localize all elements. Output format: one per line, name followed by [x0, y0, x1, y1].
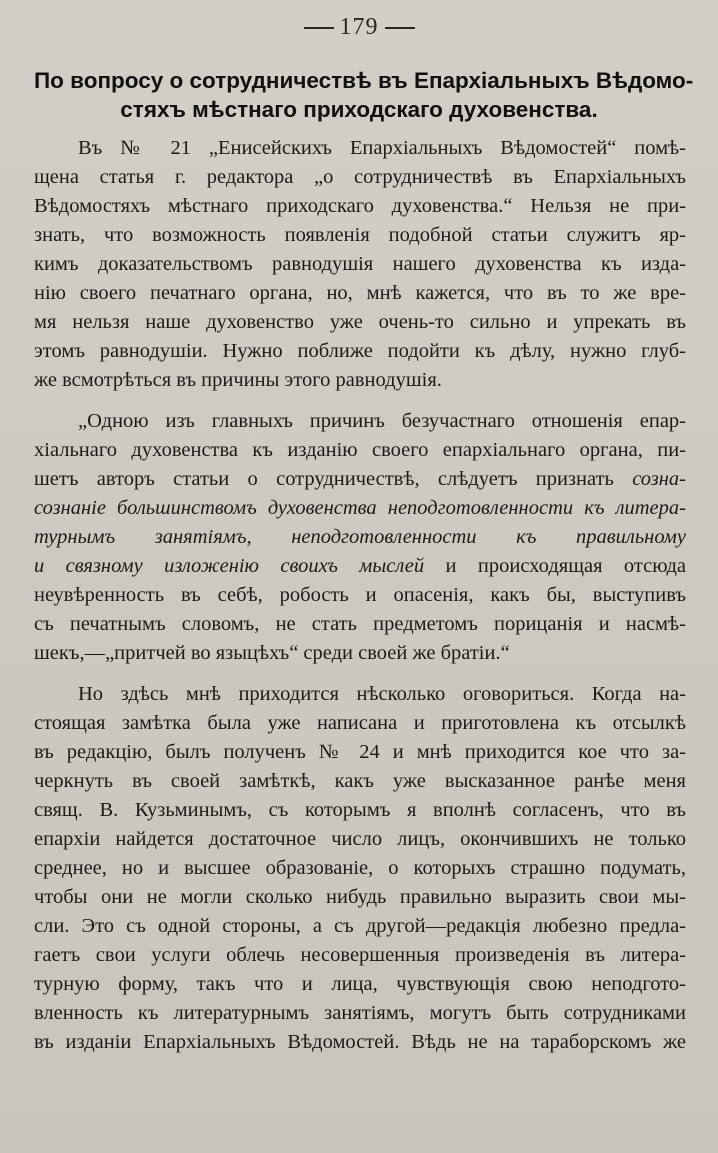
p2-line-6-text: и происходящая отсюда	[424, 555, 687, 577]
p2-line-8: съ печатнымъ словомъ, не стать предметомъ порицанія и насмѣ-	[34, 613, 686, 635]
p3-line-9: сли. Это съ одной стороны, а съ другой—редакція любезно предла-	[34, 915, 686, 937]
p2-line-6-italic: и связному изложенію своихъ мыслей	[34, 555, 425, 577]
p3-line-7: среднее, но и высшее образованіе, о которыхъ страшно подумать,	[34, 857, 686, 879]
left-dash	[304, 27, 334, 29]
p2-line-7: неувѣренность въ себѣ, робость и опасенія, какъ бы, выступивъ	[34, 584, 686, 606]
p3-line-6: епархіи найдется достаточное число лицъ, окончившихъ не только	[34, 828, 686, 850]
p1-line-5: кимъ доказательствомъ равнодушія нашего духовенства къ изда-	[34, 253, 686, 275]
p2-line-9: шекъ,—„притчей во языцѣхъ“ среди своей же братіи.“	[34, 642, 510, 664]
p2-line-4: сознаніе большинствомъ духовенства неподготовленности къ литера-	[34, 497, 686, 519]
title-line-2: стяхъ мѣстнаго приходскаго духовенства.	[120, 97, 598, 122]
right-dash	[385, 27, 415, 29]
page-number	[0, 14, 718, 41]
p3-line-8: чтобы они не могли сколько нибудь правильно выразить свои мы-	[34, 886, 686, 908]
p2-line-1: „Одною изъ главныхъ причинъ безучастнаго отношенія епар-	[78, 410, 686, 432]
p3-line-12: вленность къ литературнымъ занятіямъ, могутъ быть сотрудниками	[34, 1002, 686, 1024]
p2-line-3-italic: созна-	[632, 468, 686, 490]
p3-line-13: въ изданіи Епархіальныхъ Вѣдомостей. Вѣдь не на тараборскомъ же	[34, 1031, 686, 1053]
p3-line-1: Но здѣсь мнѣ приходится нѣсколько оговориться. Когда на-	[78, 683, 686, 705]
p1-line-8: этомъ равнодушіи. Нужно поближе подойти къ дѣлу, нужно глуб-	[34, 340, 686, 362]
p2-line-6	[34, 552, 686, 581]
paragraph-gap	[34, 395, 686, 407]
title-line-1: По вопросу о сотрудничествѣ въ Епархіальныхъ Вѣдомо-	[34, 68, 694, 93]
p1-line-1: Въ № 21 „Енисейскихъ Епархіальныхъ Вѣдомостей“ помѣ-	[78, 137, 686, 159]
p1-line-4: знать, что возможность появленія подобной статьи служитъ яр-	[34, 224, 686, 246]
paragraph-gap	[34, 668, 686, 680]
p1-line-6: нію своего печатнаго органа, но, мнѣ кажется, что въ то же вре-	[34, 282, 686, 304]
p3-line-10: гаетъ свои услуги облечь несовершенныя произведенія въ литера-	[34, 944, 686, 966]
p2-line-2: хіальнаго духовенства къ изданію своего епархіальнаго органа, пи-	[34, 439, 686, 461]
p1-line-3: Вѣдомостяхъ мѣстнаго приходскаго духовенства.“ Нельзя не при-	[34, 195, 686, 217]
p3-line-3: въ редакцію, былъ полученъ № 24 и мнѣ приходится кое что за-	[34, 741, 686, 763]
p3-line-11: турную форму, такъ что и лица, чувствующія свою неподгото-	[34, 973, 686, 995]
p1-line-9: же всмотрѣться въ причины этого равнодушія.	[34, 369, 442, 391]
p2-line-5: турнымъ занятіямъ, неподготовленности къ правильному	[34, 526, 686, 548]
p2-line-3	[34, 465, 686, 494]
p1-line-2: щена статья г. редактора „о сотрудничествѣ въ Епархіальныхъ	[34, 166, 686, 188]
p3-line-2: стоящая замѣтка была уже написана и приготовлена къ отсылкѣ	[34, 712, 686, 734]
page-number-value: 179	[339, 14, 379, 40]
p3-line-4: черкнуть въ своей замѣткѣ, какъ уже высказанное ранѣе меня	[34, 770, 686, 792]
article-title	[34, 64, 694, 122]
p3-line-5: свящ. В. Кузьминымъ, съ которымъ я вполнѣ согласенъ, что въ	[34, 799, 686, 821]
p1-line-7: мя нельзя наше духовенство уже очень-то сильно и упрекать въ	[34, 311, 686, 333]
p2-line-3-text: шетъ авторъ статьи о сотрудничествѣ, слѣдуетъ признать	[34, 468, 633, 490]
article-body	[34, 134, 686, 1057]
